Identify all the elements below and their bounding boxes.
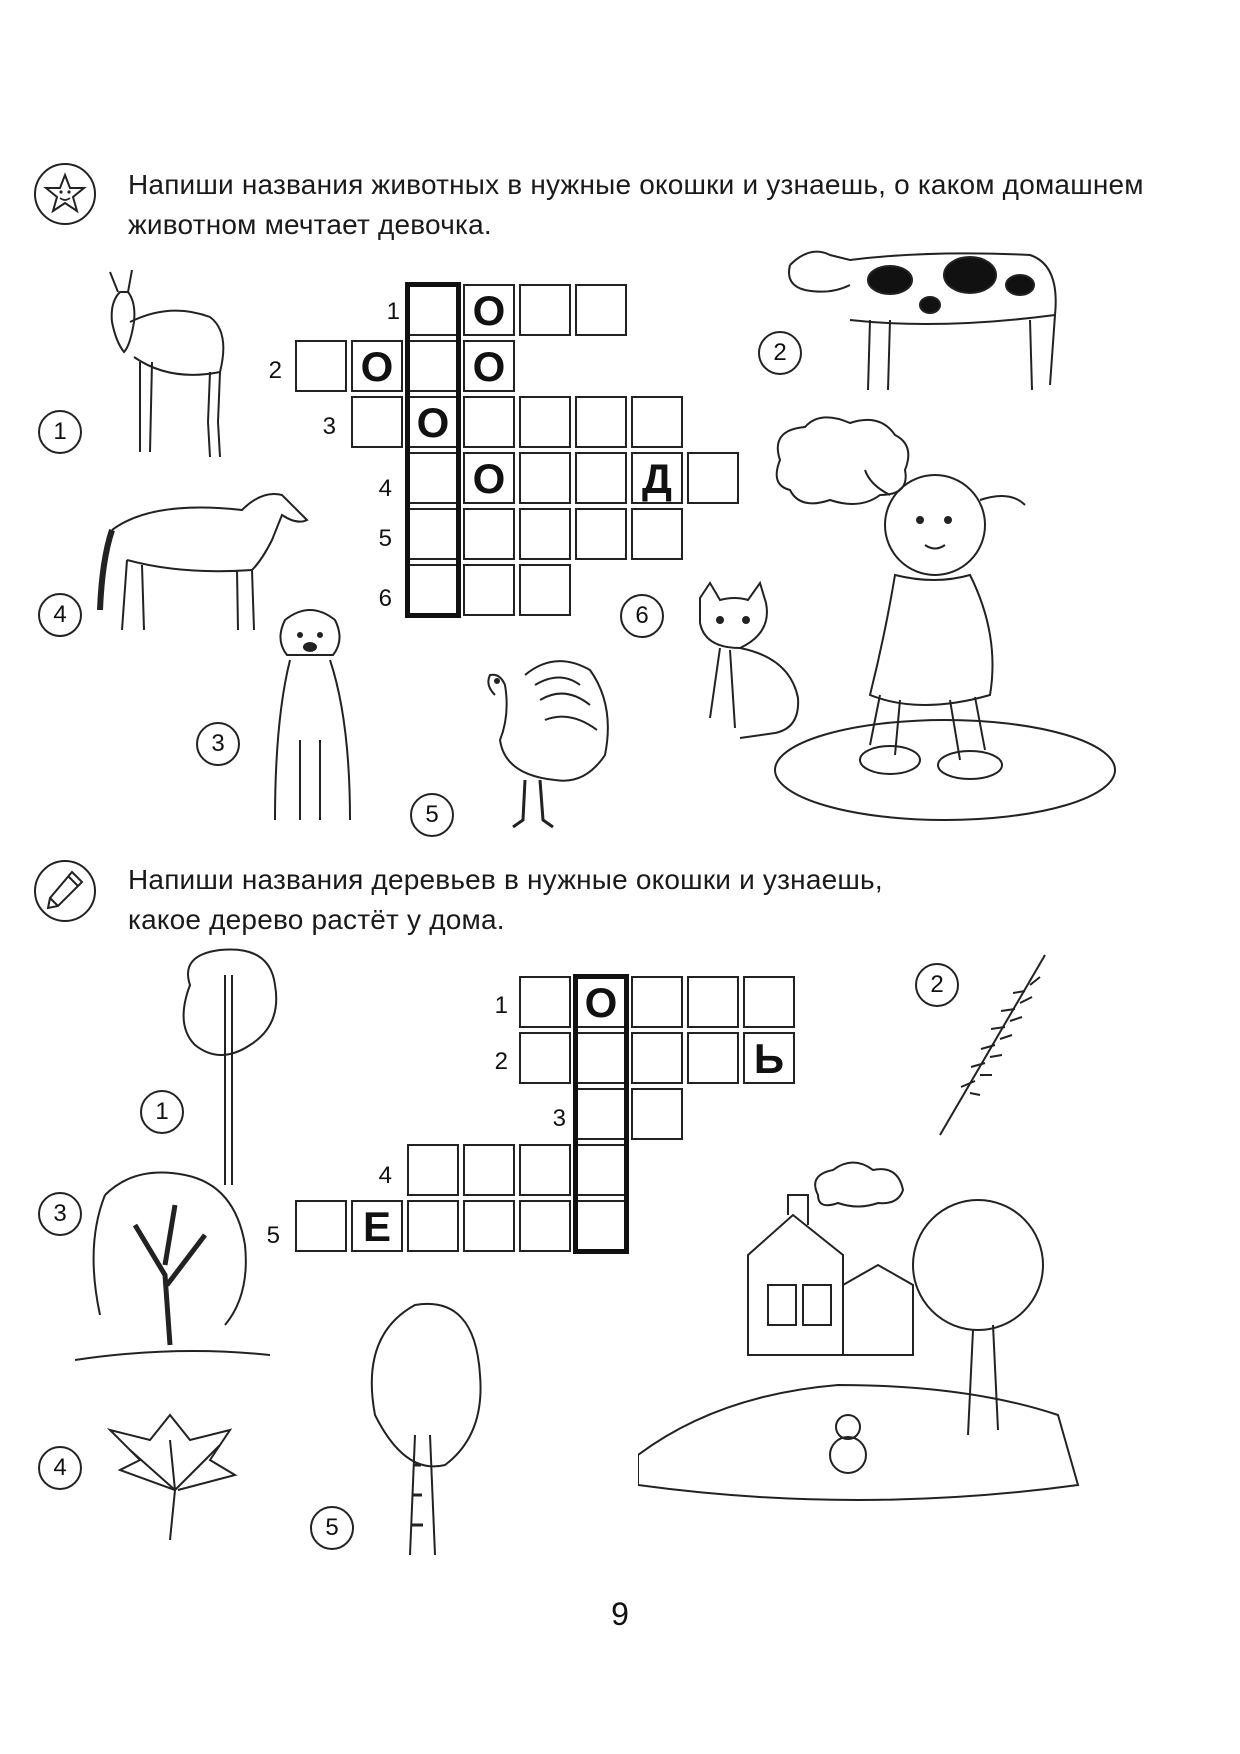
crossword-cell[interactable] xyxy=(351,396,403,448)
crossword-cell[interactable] xyxy=(631,976,683,1028)
picture-number-badge: 5 xyxy=(410,793,454,837)
page-number: 9 xyxy=(611,1596,629,1632)
crossword-cell[interactable] xyxy=(687,1032,739,1084)
pencil-icon xyxy=(34,860,96,922)
winter-house-illustration xyxy=(638,1155,1083,1505)
crossword-cell[interactable] xyxy=(743,976,795,1028)
willow-tree-illustration xyxy=(75,1165,270,1375)
crossword-cell[interactable] xyxy=(519,452,571,504)
birch-tree-illustration xyxy=(355,1295,490,1560)
crossword-cell[interactable] xyxy=(407,340,459,392)
row-number: 1 xyxy=(386,298,400,325)
task1-instruction-line1: Напиши названия животных в нужные окошки и узнаешь, о каком домашнем xyxy=(128,169,1144,200)
crossword-cell[interactable]: О xyxy=(463,452,515,504)
crossword-cell[interactable] xyxy=(631,1088,683,1140)
crossword-cell[interactable] xyxy=(519,1200,571,1252)
crossword-cell[interactable] xyxy=(519,1144,571,1196)
crossword-cell[interactable] xyxy=(519,284,571,336)
crossword-cell[interactable] xyxy=(575,396,627,448)
pine-tree-illustration xyxy=(170,945,285,1190)
crossword-cell[interactable] xyxy=(463,396,515,448)
crossword-cell[interactable] xyxy=(687,452,739,504)
row-number: 3 xyxy=(552,1105,566,1132)
crossword-cell[interactable] xyxy=(519,564,571,616)
crossword-cell[interactable] xyxy=(407,452,459,504)
crossword-cell[interactable]: О xyxy=(407,396,459,448)
crossword-cell[interactable] xyxy=(575,508,627,560)
crossword-cell[interactable] xyxy=(407,284,459,336)
picture-number-badge: 4 xyxy=(38,1446,82,1490)
crossword-cell[interactable]: О xyxy=(351,340,403,392)
row-number: 5 xyxy=(378,525,392,552)
dreaming-girl-illustration xyxy=(770,415,1120,840)
crossword-cell[interactable] xyxy=(575,1200,627,1252)
crossword-cell[interactable] xyxy=(407,1200,459,1252)
row-number: 4 xyxy=(378,1162,392,1189)
crossword-cell[interactable] xyxy=(463,1144,515,1196)
rowan-branch-illustration xyxy=(920,945,1055,1145)
cow-illustration xyxy=(780,225,1080,400)
crossword-cell[interactable] xyxy=(407,508,459,560)
crossword-cell[interactable] xyxy=(575,452,627,504)
crossword-cell[interactable] xyxy=(463,564,515,616)
picture-number-badge: 5 xyxy=(310,1506,354,1550)
picture-number-badge: 3 xyxy=(38,1192,82,1236)
crossword-cell[interactable]: О xyxy=(575,976,627,1028)
dog-illustration xyxy=(255,600,365,830)
crossword-cell[interactable] xyxy=(575,1088,627,1140)
picture-number-badge: 6 xyxy=(620,594,664,638)
crossword-cell[interactable] xyxy=(631,1032,683,1084)
crossword-cell[interactable] xyxy=(631,508,683,560)
row-number: 5 xyxy=(266,1222,280,1249)
crossword-cell[interactable] xyxy=(519,508,571,560)
crossword-cell[interactable]: О xyxy=(463,340,515,392)
crossword-cell[interactable] xyxy=(519,976,571,1028)
picture-number-badge: 1 xyxy=(38,410,82,454)
crossword-cell[interactable] xyxy=(631,396,683,448)
crossword-cell[interactable] xyxy=(575,1032,627,1084)
goat-illustration xyxy=(80,262,240,467)
crossword-cell[interactable]: О xyxy=(463,284,515,336)
crossword-cell[interactable] xyxy=(463,1200,515,1252)
row-number: 2 xyxy=(494,1048,508,1075)
row-number: 4 xyxy=(378,475,392,502)
crossword-cell[interactable] xyxy=(519,396,571,448)
crossword-cell[interactable] xyxy=(407,564,459,616)
picture-number-badge: 1 xyxy=(140,1090,184,1134)
crossword-cell[interactable] xyxy=(687,976,739,1028)
crossword-cell[interactable] xyxy=(575,1144,627,1196)
crossword-cell[interactable]: Е xyxy=(351,1200,403,1252)
row-number: 2 xyxy=(268,357,282,384)
maple-leaf-illustration xyxy=(100,1410,245,1555)
picture-number-badge: 4 xyxy=(38,593,82,637)
turkey-illustration xyxy=(455,645,620,835)
task2-instruction-line2: какое дерево растёт у дома. xyxy=(128,904,505,935)
crossword-cell[interactable] xyxy=(407,1144,459,1196)
picture-number-badge: 3 xyxy=(196,722,240,766)
crossword-cell[interactable] xyxy=(295,1200,347,1252)
crossword-cell[interactable] xyxy=(463,508,515,560)
row-number: 3 xyxy=(322,413,336,440)
row-number: 1 xyxy=(494,992,508,1019)
row-number: 6 xyxy=(378,585,392,612)
crossword-cell[interactable] xyxy=(575,284,627,336)
picture-number-badge: 2 xyxy=(758,331,802,375)
task1-instruction-line2: животном мечтает девочка. xyxy=(128,209,492,240)
crossword-cell[interactable]: Ь xyxy=(743,1032,795,1084)
task2-instruction-line1: Напиши названия деревьев в нужные окошки и узнаешь, xyxy=(128,864,883,895)
crossword-cell[interactable] xyxy=(295,340,347,392)
crossword-cell[interactable]: Д xyxy=(631,452,683,504)
crossword-cell[interactable] xyxy=(519,1032,571,1084)
star-icon xyxy=(34,163,96,225)
picture-number-badge: 2 xyxy=(915,963,959,1007)
